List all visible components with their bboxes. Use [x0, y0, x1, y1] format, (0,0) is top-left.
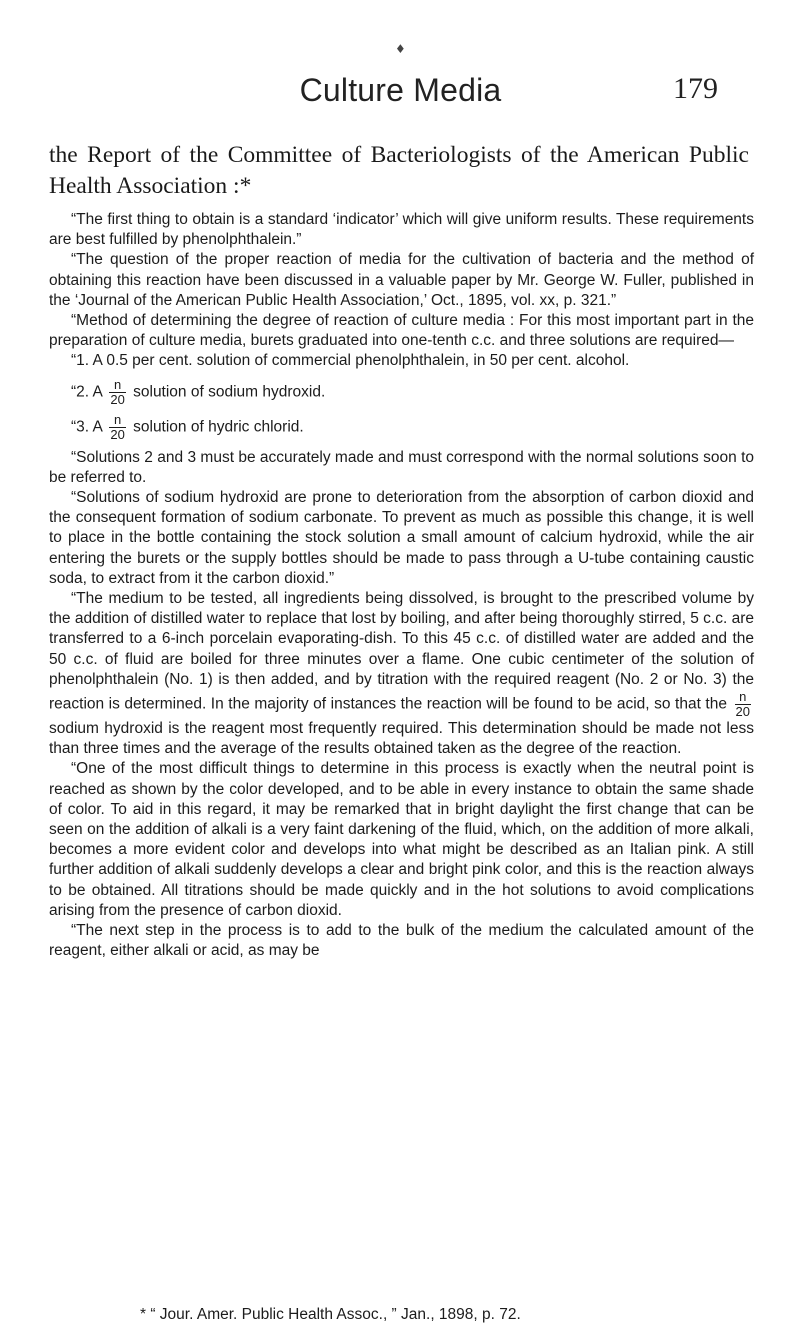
solution-2-prefix: “2. A — [71, 383, 103, 401]
fraction-denominator: 20 — [110, 391, 125, 407]
paragraph-reaction-question: “The question of the proper reaction of media for the cultivation of bacteria and the method of obtaining this reaction have been discussed in a valuable paper by Mr. George W. Fuller, published in the ‘Journal of the American Public Health Association,’ Oct., 1895, vol. xx, p. 321.” — [49, 251, 754, 309]
paragraph-solution-2 — [49, 378, 754, 407]
solution-3-prefix: “3. A — [71, 418, 103, 436]
paragraph-solution-3 — [49, 413, 754, 442]
fraction-denominator: 20 — [110, 426, 125, 442]
solution-2-suffix: solution of sodium hydroxid. — [133, 383, 326, 401]
page-number: 179 — [673, 72, 718, 105]
running-title: Culture Media — [299, 72, 502, 108]
paragraph-next-step: “The next step in the process is to add to the bulk of the medium the calculated amount of the reagent, either alkali or acid, as may be — [49, 922, 754, 960]
fraction-numerator: n — [109, 378, 125, 393]
page-mark: ♦ — [395, 42, 406, 56]
fraction-numerator: n — [735, 690, 751, 705]
fraction-numerator: n — [109, 413, 125, 428]
quoted-report — [49, 210, 754, 962]
fraction-n-20 — [735, 690, 751, 719]
medium-test-text: “The medium to be tested, all ingredients being dissolved, is brought to the prescribed volume by the addition of distilled water to replace that lost by boiling, and after being thoroughly stirred, 5 c.c. are transferred to a 6-inch porcelain evaporating-dish. To this 45 c.c. of distilled water are added and the 50 c.c. of fluid are boiled for three minutes over a flame. One cubic centimeter of the solution of phenolphthalein (No. 1) is then added, and by titration with the required reagent (No. 2 or No. 3) the reaction is determined. In the majority of instances the reaction will be found to be acid, so that the — [49, 590, 754, 713]
paragraph-correspond: “Solutions 2 and 3 must be accurately made and must correspond with the normal solutions soon to be referred to. — [49, 448, 754, 486]
footnote: * “ Jour. Amer. Public Health Assoc., ” Jan., 1898, p. 72. — [140, 1306, 521, 1323]
paragraph-method: “Method of determining the degree of reaction of culture media : For this most important part in the preparation of culture media, burets graduated into one-tenth c.c. and three solutions are required— — [49, 312, 754, 350]
paragraph-medium-test — [49, 589, 754, 759]
paragraph-deterioration: “Solutions of sodium hydroxid are prone to deterioration from the absorption of carbon dioxid and the consequent formation of sodium carbonate. To prevent as much as possible this change, it is well to place in the bottle containing the stock solution a small amount of calcium hydroxid, while the air entering the burets or the supply bottles should be made to pass through a U-tube containing caustic soda, to extract from it the carbon dioxid.” — [49, 489, 754, 587]
medium-test-text-continued: sodium hydroxid is the reagent most frequently required. This determination should be made not less than three times and the average of the results obtained taken as the degree of the reaction. — [49, 720, 754, 758]
page-header — [0, 68, 801, 128]
paragraph-indicator: “The first thing to obtain is a standard ‘indicator’ which will give uniform results. These requirements are best fulfilled by phenolphthalein.” — [49, 211, 754, 249]
fraction-denominator: 20 — [735, 704, 750, 720]
fraction-n-20 — [109, 413, 125, 442]
solution-3-suffix: solution of hydric chlorid. — [133, 418, 304, 436]
paragraph-neutral-point: “One of the most difficult things to determine in this process is exactly when the neutral point is reached as shown by the color developed, and to be able in every instance to obtain the same shade of color. To aid in this regard, it may be remarked that in bright daylight the first change that can be seen on the addition of alkali is a very faint darkening of the fluid, which, on the addition of more alkali, becomes a more evident color and develops into what might be described as an Italian pink. A still further addition of alkali suddenly develops a clear and bright pink color, and this is the reaction always to be obtained. All titrations should be made quickly and in the hot solutions to avoid complications arising from the presence of carbon dioxid. — [49, 760, 754, 919]
intro-text: the Report of the Committee of Bacteriologists of the American Public Health Association :* — [49, 142, 749, 199]
paragraph-solution-1: “1. A 0.5 per cent. solution of commercial phenolphthalein, in 50 per cent. alcohol. — [71, 352, 630, 370]
fraction-n-20 — [109, 378, 125, 407]
